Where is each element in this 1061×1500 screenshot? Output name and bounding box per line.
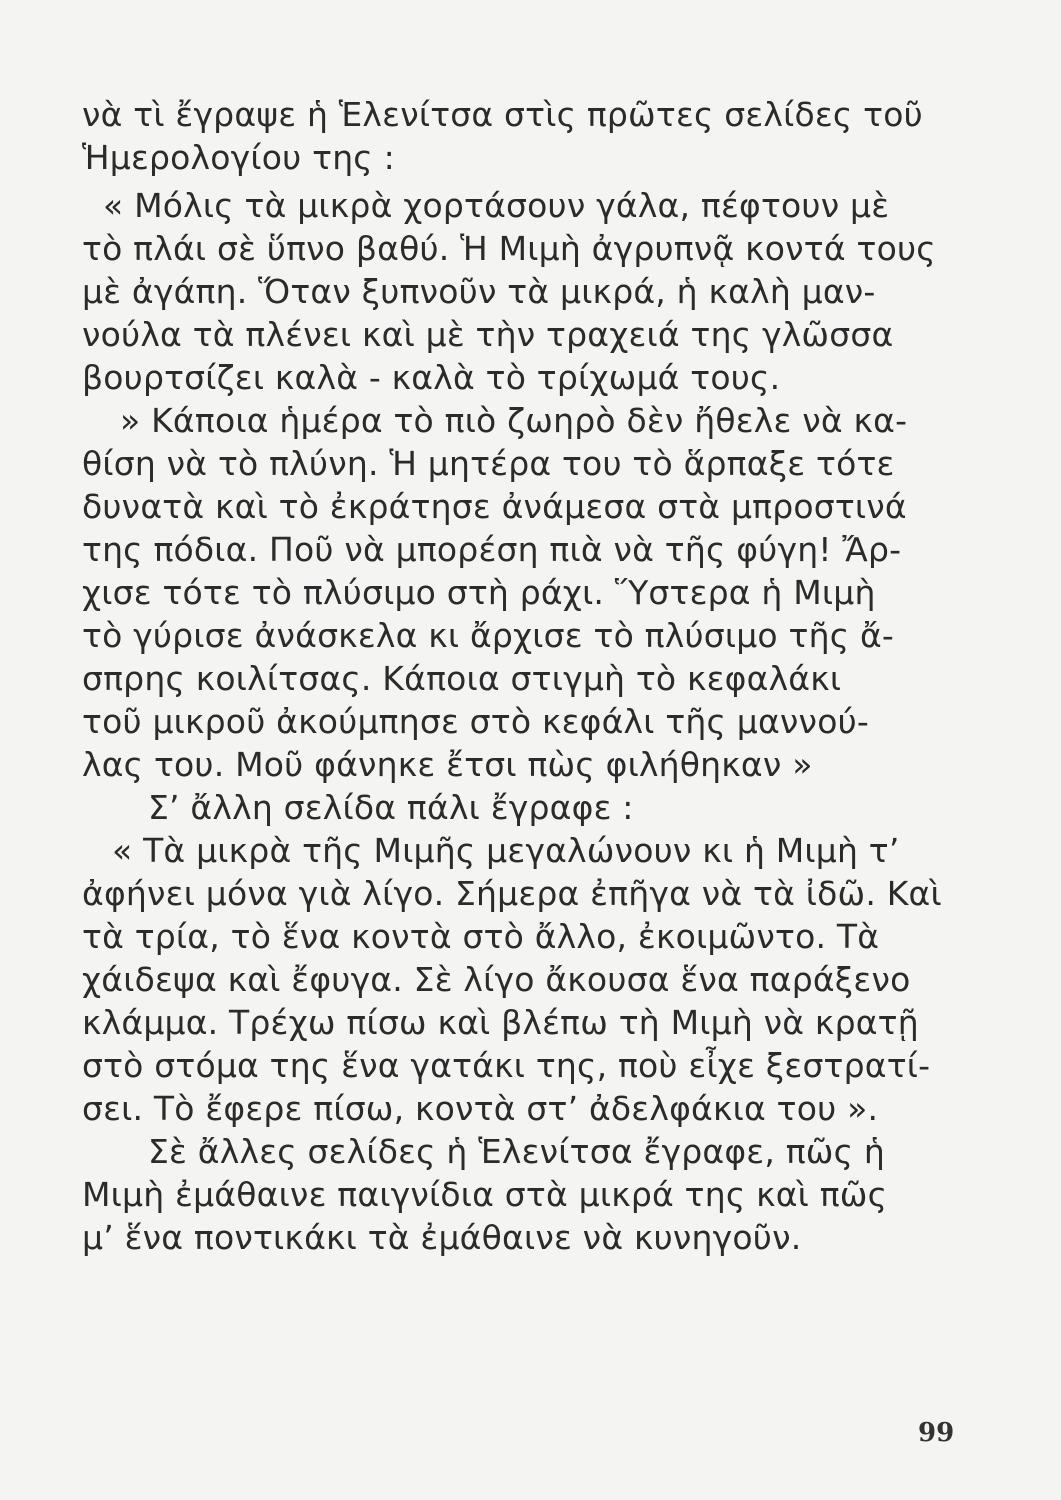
text-line: σπρης κοιλίτσας. Κάποια στιγμὴ τὸ κεφαλάκι <box>82 659 842 698</box>
text-line: τὸ γύρισε ἀνάσκελα κι ἄρχισε τὸ πλύσιμο τῆς ἄ- <box>82 616 895 655</box>
text-line: κλάμμα. Τρέχω πίσω καὶ βλέπω τὴ Μιμὴ νὰ κρατῇ <box>82 1003 919 1042</box>
text-line: Σ’ ἄλλη σελίδα πάλι ἔγραφε : <box>148 788 634 827</box>
text-line: Ἡμερολογίου της : <box>82 138 395 177</box>
text-line: τὸ πλάι σὲ ὕπνο βαθύ. Ἡ Μιμὴ ἀγρυπνᾷ κοντά τους <box>82 229 936 268</box>
text-line: λας του. Μοῦ φάνηκε ἔτσι πὼς φιλήθηκαν » <box>82 745 813 784</box>
text-line: μὲ ἀγάπη. Ὅταν ξυπνοῦν τὰ μικρά, ἡ καλὴ μαν- <box>82 272 876 311</box>
text-line: » Κάποια ἡμέρα τὸ πιὸ ζωηρὸ δὲν ἤθελε νὰ κα- <box>120 401 908 440</box>
text-line: σει. Τὸ ἔφερε πίσω, κοντὰ στ’ ἀδελφάκια του ». <box>82 1089 879 1128</box>
page-number: 99 <box>918 1418 955 1448</box>
text-line: νούλα τὰ πλένει καὶ μὲ τὴν τραχειά της γλῶσσα <box>82 315 894 354</box>
text-line: Σὲ ἄλλες σελίδες ἡ Ἑλενίτσα ἔγραφε, πῶς ἡ <box>148 1132 886 1171</box>
text-line: τὰ τρία, τὸ ἕνα κοντὰ στὸ ἄλλο, ἐκοιμῶντο. Τὰ <box>82 917 880 956</box>
text-line: τοῦ μικροῦ ἀκούμπησε στὸ κεφάλι τῆς μαννού- <box>82 702 869 741</box>
text-line: της πόδια. Ποῦ νὰ μπορέση πιὰ νὰ τῆς φύγη! Ἄρ- <box>82 530 902 569</box>
text-line: ἀφήνει μόνα γιὰ λίγο. Σήμερα ἐπῆγα νὰ τὰ ἰδῶ. Καὶ <box>82 874 942 913</box>
text-line: δυνατὰ καὶ τὸ ἐκράτησε ἀνάμεσα στὰ μπροστινά <box>82 487 907 526</box>
text-line: χάιδεψα καὶ ἔφυγα. Σὲ λίγο ἄκουσα ἕνα παράξενο <box>82 960 911 999</box>
text-line: « Μόλις τὰ μικρὰ χορτάσουν γάλα, πέφτουν μὲ <box>103 186 890 225</box>
text-line: Μιμὴ ἐμάθαινε παιγνίδια στὰ μικρά της καὶ πῶς <box>82 1175 888 1214</box>
text-line: « Τὰ μικρὰ τῆς Μιμῆς μεγαλώνουν κι ἡ Μιμὴ τ’ <box>112 831 900 870</box>
text-line: βουρτσίζει καλὰ - καλὰ τὸ τρίχωμά τους. <box>82 358 781 397</box>
text-line: νὰ τὶ ἔγραψε ἡ Ἑλενίτσα στὶς πρῶτες σελίδες τοῦ <box>82 95 923 134</box>
text-line: χισε τότε τὸ πλύσιμο στὴ ράχι. Ὕστερα ἡ Μιμὴ <box>82 573 876 612</box>
text-line: μ’ ἕνα ποντικάκι τὰ ἐμάθαινε νὰ κυνηγοῦν. <box>82 1218 802 1257</box>
text-line: θίση νὰ τὸ πλύνη. Ἡ μητέρα του τὸ ἅρπαξε τότε <box>82 444 895 483</box>
text-line: στὸ στόμα της ἕνα γατάκι της, ποὺ εἶχε ξεστρατί- <box>82 1046 931 1085</box>
